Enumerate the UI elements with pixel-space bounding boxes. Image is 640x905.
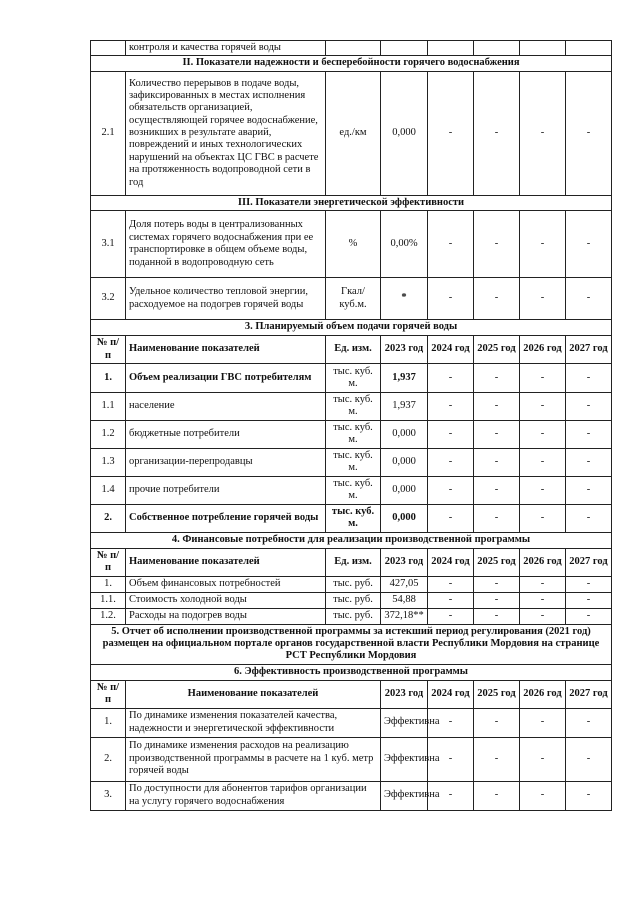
table-row bbox=[91, 576, 612, 592]
dash-cell: - bbox=[566, 392, 612, 420]
dash-cell: - bbox=[520, 781, 566, 810]
header-num: № п/п bbox=[91, 336, 126, 364]
table-header-row bbox=[91, 548, 612, 576]
dash-cell: - bbox=[474, 420, 520, 448]
header-year: 2027 год bbox=[566, 680, 612, 708]
row-unit: тыс. куб. м. bbox=[326, 363, 381, 392]
row-unit: тыс. куб. м. bbox=[326, 476, 381, 504]
dash-cell: - bbox=[520, 211, 566, 278]
row-num: 1.3 bbox=[91, 448, 126, 476]
row-unit: Гкал/куб.м. bbox=[326, 278, 381, 320]
row-value: 372,18** bbox=[381, 608, 428, 624]
dash-cell: - bbox=[520, 448, 566, 476]
header-year: 2027 год bbox=[566, 548, 612, 576]
dash-cell: - bbox=[520, 420, 566, 448]
table-row bbox=[91, 476, 612, 504]
row-value: * bbox=[381, 278, 428, 320]
dash-cell: - bbox=[474, 363, 520, 392]
continuation-text: контроля и качества горячей воды bbox=[126, 41, 326, 56]
row-num: 1.1. bbox=[91, 592, 126, 608]
table-header-row bbox=[91, 336, 612, 364]
row-name: Количество перерывов в подаче воды, зафиксированных в местах исполнения обязательств организацией, осуществляющей горячее водоснабжение, возникших в результате аварий, повреждений и иных технологических нарушений на объектах ЦС ГВС в расчете на протяженность водопроводной сети в год bbox=[126, 71, 326, 195]
block-5-report-note: 5. Отчет об исполнении производственной программы за истекший период регулирования (2021 год) размещен на официальном портале органов государственной власти Республики Мордовия на странице РСТ Республики Мордовия bbox=[91, 624, 612, 664]
dash-cell: - bbox=[428, 708, 474, 737]
row-name: По доступности для абонентов тарифов организации на услугу горячего водоснабжения bbox=[126, 781, 381, 810]
dash-cell: - bbox=[428, 608, 474, 624]
row-value: 1,937 bbox=[381, 392, 428, 420]
dash-cell: - bbox=[474, 608, 520, 624]
row-unit: ед./км bbox=[326, 71, 381, 195]
dash-cell: - bbox=[520, 363, 566, 392]
row-value: Эффективна bbox=[381, 737, 428, 781]
dash-cell: - bbox=[566, 708, 612, 737]
dash-cell: - bbox=[428, 71, 474, 195]
dash-cell: - bbox=[566, 737, 612, 781]
row-num: 1. bbox=[91, 363, 126, 392]
block-4-title: 4. Финансовые потребности для реализации производственной программы bbox=[91, 532, 612, 548]
header-year: 2024 год bbox=[428, 680, 474, 708]
row-unit: % bbox=[326, 211, 381, 278]
row-name: Объем реализации ГВС потребителям bbox=[126, 363, 326, 392]
program-table bbox=[90, 40, 612, 811]
table-row bbox=[91, 211, 612, 278]
dash-cell: - bbox=[566, 608, 612, 624]
row-name: Удельное количество тепловой энергии, расходуемое на подогрев горячей воды bbox=[126, 278, 326, 320]
header-year: 2027 год bbox=[566, 336, 612, 364]
row-name: По динамике изменения показателей качества, надежности и энергетической эффективности bbox=[126, 708, 381, 737]
dash-cell: - bbox=[566, 592, 612, 608]
dash-cell: - bbox=[474, 476, 520, 504]
dash-cell: - bbox=[474, 278, 520, 320]
header-name: Наименование показателей bbox=[126, 548, 326, 576]
dash-cell: - bbox=[566, 448, 612, 476]
dash-cell: - bbox=[474, 737, 520, 781]
row-name: Объем финансовых потребностей bbox=[126, 576, 326, 592]
row-num: 3. bbox=[91, 781, 126, 810]
row-num: 1. bbox=[91, 576, 126, 592]
row-unit: тыс. руб. bbox=[326, 576, 381, 592]
dash-cell: - bbox=[520, 708, 566, 737]
dash-cell: - bbox=[428, 420, 474, 448]
row-value: 54,88 bbox=[381, 592, 428, 608]
dash-cell: - bbox=[428, 392, 474, 420]
row-unit: тыс. куб. м. bbox=[326, 504, 381, 532]
table-row bbox=[91, 392, 612, 420]
dash-cell: - bbox=[520, 737, 566, 781]
row-name: Доля потерь воды в централизованных системах горячего водоснабжения при ее транспортировке в общем объеме воды, поданной в водопроводную сеть bbox=[126, 211, 326, 278]
row-value: 0,000 bbox=[381, 504, 428, 532]
row-value: 0,000 bbox=[381, 71, 428, 195]
dash-cell: - bbox=[566, 71, 612, 195]
dash-cell: - bbox=[474, 71, 520, 195]
row-value: 0,000 bbox=[381, 448, 428, 476]
row-num: 2. bbox=[91, 737, 126, 781]
dash-cell: - bbox=[520, 608, 566, 624]
row-unit: тыс. руб. bbox=[326, 608, 381, 624]
header-name: Наименование показателей bbox=[126, 336, 326, 364]
row-unit: тыс. руб. bbox=[326, 592, 381, 608]
header-year: 2023 год bbox=[381, 336, 428, 364]
row-num: 3.1 bbox=[91, 211, 126, 278]
dash-cell: - bbox=[428, 448, 474, 476]
row-num: 1.2 bbox=[91, 420, 126, 448]
dash-cell: - bbox=[520, 392, 566, 420]
row-unit: тыс. куб. м. bbox=[326, 448, 381, 476]
row-value: 0,000 bbox=[381, 476, 428, 504]
table-row bbox=[91, 592, 612, 608]
table-header-row bbox=[91, 680, 612, 708]
dash-cell: - bbox=[474, 211, 520, 278]
row-num: 1. bbox=[91, 708, 126, 737]
dash-cell: - bbox=[566, 278, 612, 320]
dash-cell: - bbox=[520, 278, 566, 320]
header-year: 2023 год bbox=[381, 548, 428, 576]
row-value: 0,00% bbox=[381, 211, 428, 278]
dash-cell: - bbox=[520, 592, 566, 608]
row-name: По динамике изменения расходов на реализацию производственной программы в расчете на 1 куб. метр горячей воды bbox=[126, 737, 381, 781]
header-name: Наименование показателей bbox=[126, 680, 381, 708]
row-num: 2.1 bbox=[91, 71, 126, 195]
dash-cell: - bbox=[520, 576, 566, 592]
dash-cell: - bbox=[428, 592, 474, 608]
header-unit: Ед. изм. bbox=[326, 336, 381, 364]
dash-cell: - bbox=[474, 781, 520, 810]
row-value: 427,05 bbox=[381, 576, 428, 592]
row-num: 1.4 bbox=[91, 476, 126, 504]
dash-cell: - bbox=[566, 576, 612, 592]
dash-cell: - bbox=[428, 504, 474, 532]
header-year: 2026 год bbox=[520, 680, 566, 708]
continuation-row bbox=[91, 41, 612, 56]
header-year: 2025 год bbox=[474, 336, 520, 364]
dash-cell: - bbox=[428, 476, 474, 504]
header-year: 2025 год bbox=[474, 680, 520, 708]
dash-cell: - bbox=[428, 278, 474, 320]
section-ii-title: II. Показатели надежности и бесперебойности горячего водоснабжения bbox=[91, 56, 612, 71]
table-row bbox=[91, 504, 612, 532]
dash-cell: - bbox=[428, 737, 474, 781]
dash-cell: - bbox=[474, 576, 520, 592]
dash-cell: - bbox=[474, 708, 520, 737]
dash-cell: - bbox=[428, 781, 474, 810]
row-num: 3.2 bbox=[91, 278, 126, 320]
row-name: бюджетные потребители bbox=[126, 420, 326, 448]
header-num: № п/п bbox=[91, 548, 126, 576]
block-6-title: 6. Эффективность производственной программы bbox=[91, 664, 612, 680]
row-name: организации-перепродавцы bbox=[126, 448, 326, 476]
dash-cell: - bbox=[520, 476, 566, 504]
row-name: прочие потребители bbox=[126, 476, 326, 504]
dash-cell: - bbox=[428, 211, 474, 278]
header-num: № п/п bbox=[91, 680, 126, 708]
row-name: население bbox=[126, 392, 326, 420]
table-row bbox=[91, 737, 612, 781]
row-num: 1.2. bbox=[91, 608, 126, 624]
row-value: Эффективна bbox=[381, 781, 428, 810]
section-iii-title: III. Показатели энергетической эффективности bbox=[91, 195, 612, 210]
row-name: Стоимость холодной воды bbox=[126, 592, 326, 608]
dash-cell: - bbox=[566, 363, 612, 392]
row-unit: тыс. куб. м. bbox=[326, 420, 381, 448]
row-value: 1,937 bbox=[381, 363, 428, 392]
dash-cell: - bbox=[474, 392, 520, 420]
dash-cell: - bbox=[428, 576, 474, 592]
table-row bbox=[91, 71, 612, 195]
block-3-title: 3. Планируемый объем подачи горячей воды bbox=[91, 320, 612, 336]
row-value: 0,000 bbox=[381, 420, 428, 448]
dash-cell: - bbox=[520, 71, 566, 195]
dash-cell: - bbox=[474, 504, 520, 532]
table-row bbox=[91, 448, 612, 476]
table-row bbox=[91, 708, 612, 737]
dash-cell: - bbox=[566, 781, 612, 810]
table-row bbox=[91, 363, 612, 392]
dash-cell: - bbox=[520, 504, 566, 532]
header-year: 2026 год bbox=[520, 548, 566, 576]
dash-cell: - bbox=[566, 504, 612, 532]
header-unit: Ед. изм. bbox=[326, 548, 381, 576]
header-year: 2024 год bbox=[428, 336, 474, 364]
table-row bbox=[91, 420, 612, 448]
header-year: 2025 год bbox=[474, 548, 520, 576]
header-year: 2024 год bbox=[428, 548, 474, 576]
dash-cell: - bbox=[474, 448, 520, 476]
row-name: Собственное потребление горячей воды bbox=[126, 504, 326, 532]
table-row bbox=[91, 781, 612, 810]
header-year: 2023 год bbox=[381, 680, 428, 708]
table-row bbox=[91, 278, 612, 320]
dash-cell: - bbox=[428, 363, 474, 392]
dash-cell: - bbox=[474, 592, 520, 608]
row-unit: тыс. куб. м. bbox=[326, 392, 381, 420]
table-row bbox=[91, 608, 612, 624]
header-year: 2026 год bbox=[520, 336, 566, 364]
dash-cell: - bbox=[566, 420, 612, 448]
row-name: Расходы на подогрев воды bbox=[126, 608, 326, 624]
dash-cell: - bbox=[566, 211, 612, 278]
row-num: 1.1 bbox=[91, 392, 126, 420]
dash-cell: - bbox=[566, 476, 612, 504]
row-num: 2. bbox=[91, 504, 126, 532]
row-value: Эффективна bbox=[381, 708, 428, 737]
